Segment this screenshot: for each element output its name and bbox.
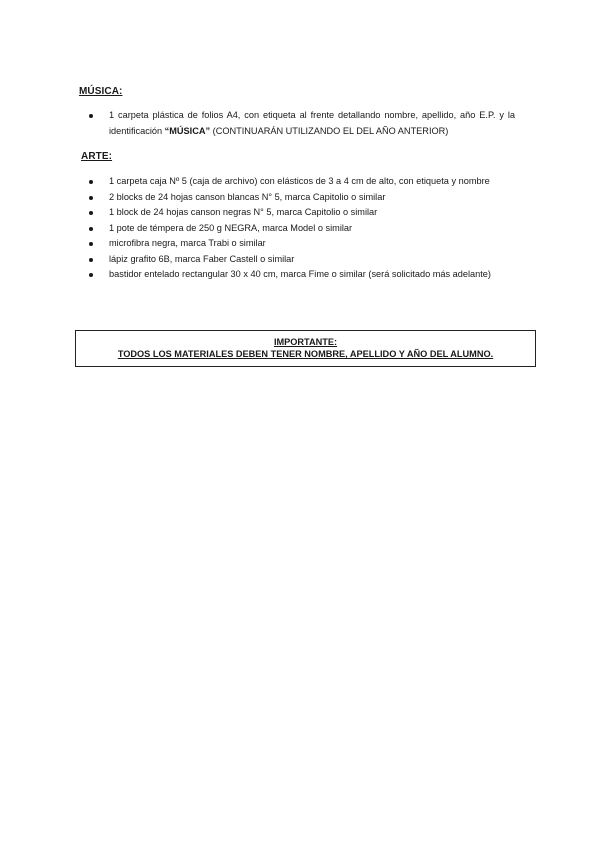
- bullet-icon: [89, 273, 93, 277]
- list-item-text: bastidor entelado rectangular 30 x 40 cm, marca Fime o similar (será solicitado más adelante): [109, 269, 491, 279]
- list-item: [87, 190, 515, 206]
- list-item-text: microfibra negra, marca Trabi o similar: [109, 238, 266, 248]
- list-item-text-after: (CONTINUARÁN UTILIZANDO EL DEL AÑO ANTERIOR): [210, 125, 449, 136]
- arte-list: [87, 174, 515, 283]
- bullet-icon: [89, 180, 93, 184]
- list-item: [87, 174, 515, 190]
- list-item-text: 1 block de 24 hojas canson negras N° 5, marca Capitolio o similar: [109, 207, 378, 217]
- list-item-bold-text: “MÚSICA”: [164, 125, 211, 136]
- section-heading-musica: MÚSICA:: [79, 86, 123, 97]
- section-heading-arte: ARTE:: [81, 151, 113, 162]
- list-item: [87, 221, 515, 237]
- list-item-text: 1 carpeta caja Nº 5 (caja de archivo) con elásticos de 3 a 4 cm de alto, con etiqueta y nombre: [109, 176, 490, 186]
- list-item: [87, 108, 515, 139]
- list-item: [87, 205, 515, 221]
- bullet-icon: [89, 114, 93, 118]
- bullet-icon: [89, 242, 93, 246]
- list-item-text: 2 blocks de 24 hojas canson blancas N° 5, marca Capitolio o similar: [109, 191, 386, 202]
- list-item: [87, 236, 515, 252]
- bullet-icon: [89, 211, 93, 215]
- musica-list: [87, 108, 515, 139]
- bullet-icon: [89, 227, 93, 231]
- important-notice-box: [75, 330, 536, 367]
- list-item-text: 1 pote de témpera de 250 g NEGRA, marca Model o similar: [109, 222, 353, 233]
- list-item: [87, 252, 515, 268]
- list-item-text: lápiz grafito 6B, marca Faber Castell o similar: [109, 253, 295, 264]
- notice-text: TODOS LOS MATERIALES DEBEN TENER NOMBRE, APELLIDO Y AÑO DEL ALUMNO.: [117, 349, 494, 359]
- list-item-text: 1 carpeta plástica de folios A4, con etiqueta al frente detallando nombre, apellido, año E.P. y la identificación: [109, 110, 515, 136]
- bullet-icon: [89, 258, 93, 262]
- notice-title: IMPORTANTE:: [273, 337, 338, 347]
- bullet-icon: [89, 196, 93, 200]
- list-item: [87, 267, 515, 283]
